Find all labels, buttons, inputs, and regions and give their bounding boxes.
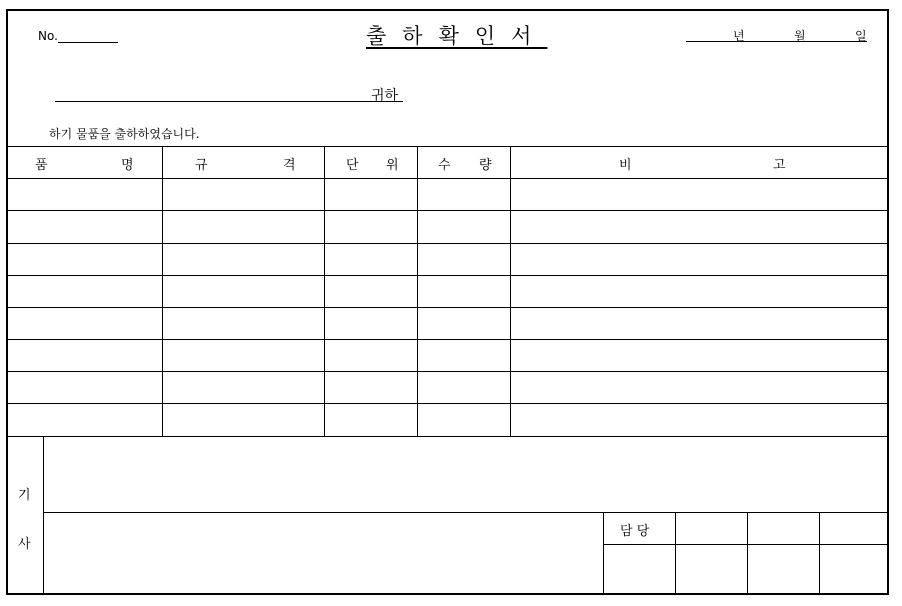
approval-column-line [819,512,820,594]
document-number-field[interactable] [58,42,118,43]
date-field[interactable] [686,41,867,42]
approval-column-line [747,512,748,594]
document-number-label: No. [38,29,58,43]
table-row-line [7,146,889,147]
notes-label-1: 기 [18,488,31,503]
table-row-line [7,210,889,211]
approval-column-line [675,512,676,594]
table-row-line [7,178,889,179]
header-item-2: 명 [121,158,134,173]
header-remark-1: 비 [619,158,632,173]
header-spec-2: 격 [283,158,296,173]
approval-column-line [603,512,604,594]
date-year-label: 년 [733,29,745,43]
notes-divider-line [43,512,889,513]
header-qty-2: 량 [479,158,492,173]
intro-text: 하기 물품을 출하하였습니다. [49,127,200,141]
header-unit-2: 위 [386,158,399,173]
approval-row-line [603,544,889,545]
date-month-label: 월 [794,29,806,43]
table-row-line [7,371,889,372]
table-column-line [162,146,163,436]
page-title: 출하확인서 [366,24,548,48]
form-frame [6,9,889,595]
recipient-suffix: 귀하 [371,88,399,104]
table-row-line [7,436,889,437]
table-row-line [7,403,889,404]
header-unit-1: 단 [346,158,359,173]
header-remark-2: 고 [773,158,786,173]
header-qty-1: 수 [438,158,451,173]
notes-label-2: 사 [18,537,31,552]
table-row-line [7,275,889,276]
header-item-1: 품 [35,158,48,173]
table-row-line [7,339,889,340]
table-row-line [7,243,889,244]
header-spec-1: 규 [195,158,208,173]
date-day-label: 일 [855,29,867,43]
table-column-line [510,146,511,436]
table-column-line [417,146,418,436]
recipient-field[interactable] [55,101,403,102]
manager-label: 담 당 [620,524,650,539]
notes-column-line [43,436,44,594]
table-column-line [324,146,325,436]
table-row-line [7,307,889,308]
